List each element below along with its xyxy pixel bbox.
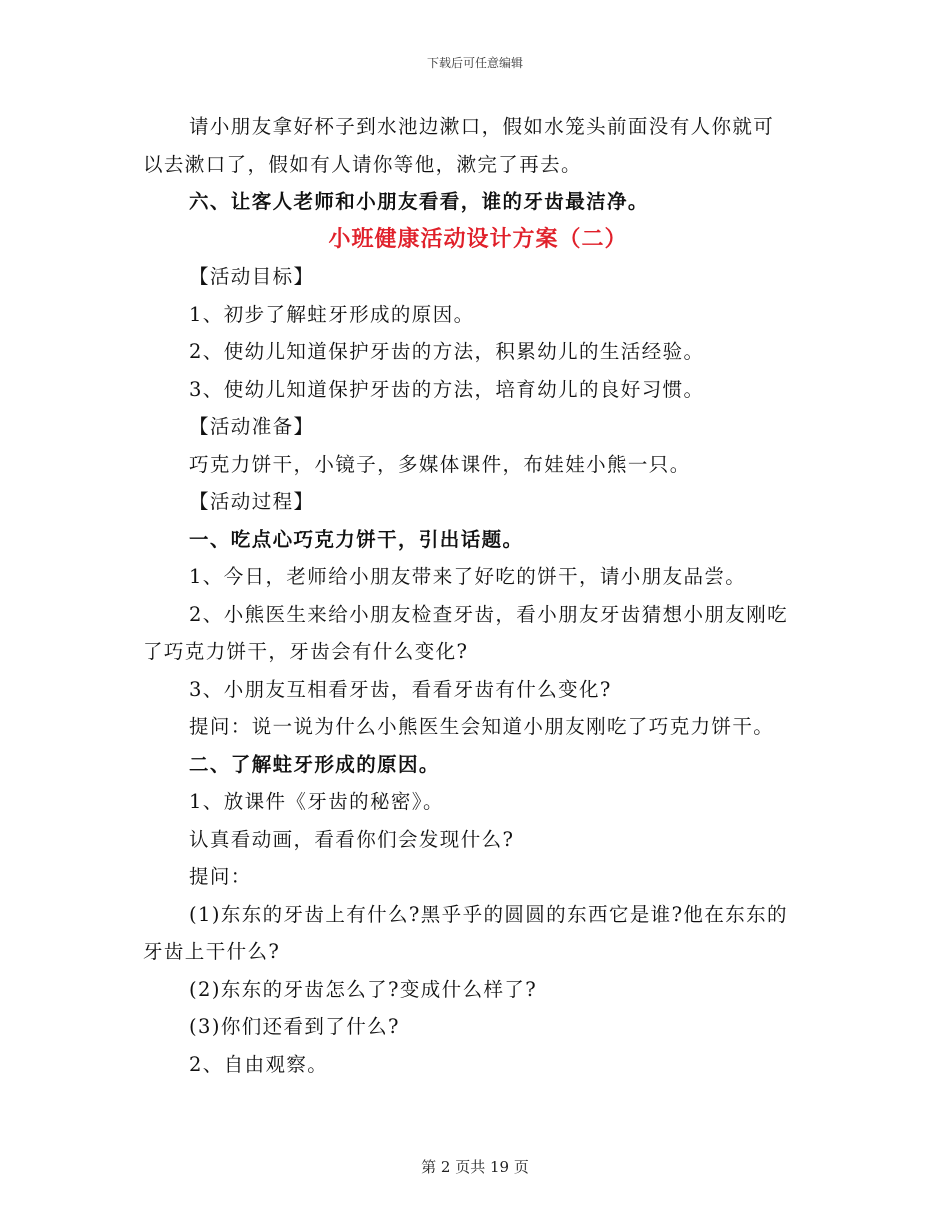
- paragraph: 提问：: [189, 865, 252, 888]
- list-item: 1、今日，老师给小朋友带来了好吃的饼干，请小朋友品尝。: [189, 565, 747, 588]
- paragraph: 以去漱口了，假如有人请你等他，漱完了再去。: [143, 152, 582, 176]
- page-header: 下载后可任意编辑: [426, 56, 523, 70]
- list-item: 3、小朋友互相看牙齿，看看牙齿有什么变化?: [189, 677, 612, 701]
- list-item: 2、小熊医生来给小朋友检查牙齿，看小朋友牙齿猜想小朋友刚吃: [189, 602, 789, 626]
- list-item: 2、自由观察。: [189, 1052, 329, 1076]
- step-heading: 二、了解蛀牙形成的原因。: [189, 752, 440, 776]
- list-item: 2、使幼儿知道保护牙齿的方法，积累幼儿的生活经验。: [189, 340, 705, 363]
- paragraph: 认真看动画，看看你们会发现什么?: [189, 827, 515, 851]
- list-item-continued: 牙齿上干什么?: [143, 940, 281, 963]
- section-heading: 【活动过程】: [189, 490, 315, 513]
- list-item: (3)你们还看到了什么?: [189, 1015, 400, 1038]
- list-item: 3、使幼儿知道保护牙齿的方法，培育幼儿的良好习惯。: [189, 377, 705, 401]
- step-heading: 一、吃点心巧克力饼干，引出话题。: [189, 527, 524, 551]
- list-item: 1、放课件《牙齿的秘密》。: [189, 790, 444, 813]
- paragraph: 请小朋友拿好杯子到水池边漱口，假如水笼头前面没有人你就可: [189, 115, 775, 138]
- paragraph: 六、让客人老师和小朋友看看，谁的牙齿最洁净。: [189, 190, 649, 213]
- list-item: (1)东东的牙齿上有什么?黑乎乎的圆圆的东西它是谁?他在东东的: [189, 902, 788, 926]
- page-footer: 第 2 页共 19 页: [421, 1158, 529, 1176]
- section-title: 小班健康活动设计方案（二）: [328, 225, 628, 252]
- paragraph: 提问：说一说为什么小熊医生会知道小朋友刚吃了巧克力饼干。: [189, 715, 775, 738]
- section-heading: 【活动目标】: [189, 265, 315, 288]
- list-item-continued: 了巧克力饼干，牙齿会有什么变化?: [143, 640, 469, 663]
- document-body: [143, 108, 813, 1083]
- section-heading: 【活动准备】: [189, 415, 315, 438]
- paragraph: 巧克力饼干，小镜子，多媒体课件，布娃娃小熊一只。: [189, 452, 691, 476]
- list-item: 1、初步了解蛀牙形成的原因。: [189, 302, 475, 326]
- list-item: (2)东东的牙齿怎么了?变成什么样了?: [189, 977, 538, 1001]
